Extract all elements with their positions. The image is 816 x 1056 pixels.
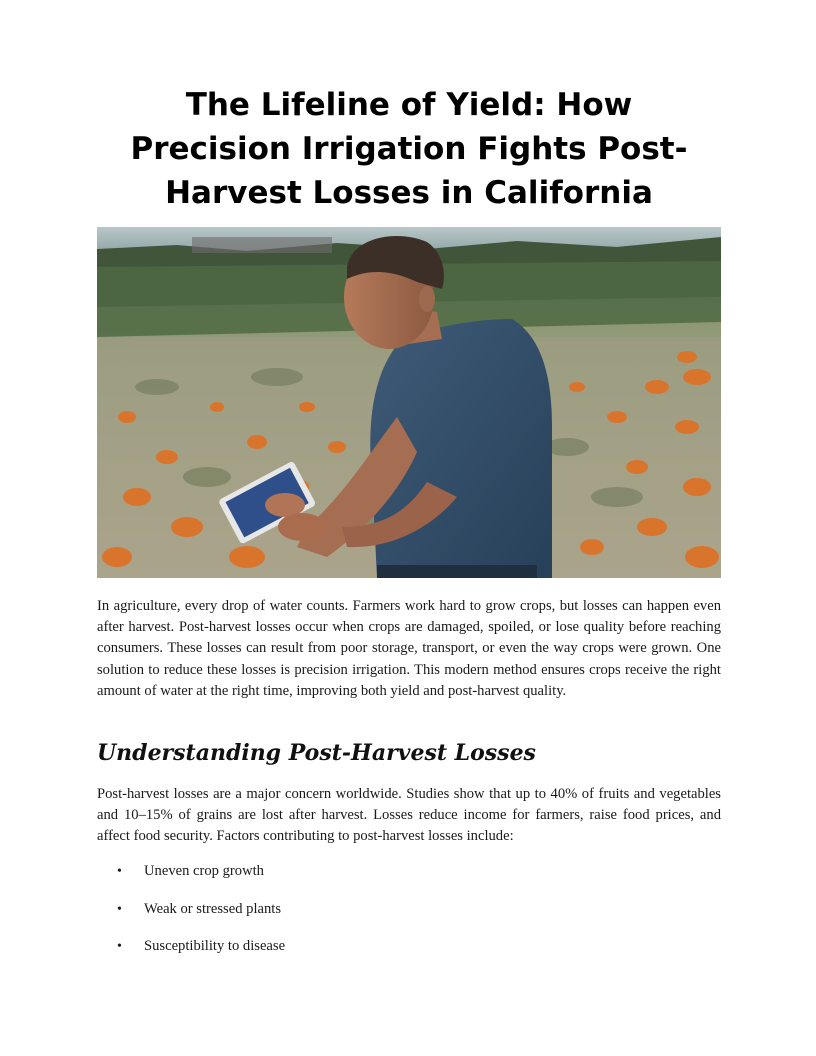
list-item-text: Weak or stressed plants [144,900,282,917]
list-item [97,936,721,974]
farmer-tablet-photo [97,227,721,578]
list-item-text: Uneven crop growth [144,863,264,879]
bullet-list [97,861,721,974]
list-item-text: Susceptibility to disease [144,938,286,954]
list-item [97,861,721,899]
intro-paragraph: In agriculture, every drop of water counts. Farmers work hard to grow crops, but losses can happen even after harvest. Post-harvest losses occur when crops are damaged, spoiled, or lose quality before reaching consumers. These losses can result from poor storage, transport, or even the way crops were grown. One solution to reduce these losses is precision irrigation. This modern method ensures crops receive the right amount of water at the right time, improving both yield and post-harvest quality. [97,598,721,699]
article-title: The Lifeline of Yield: How Precision Irrigation Fights Post-Harvest Losses in California [130,87,688,211]
document-page [97,0,721,954]
bullet-icon: • [117,864,122,879]
section-heading: Understanding Post-Harvest Losses [97,740,536,766]
list-item [97,899,721,937]
bullet-icon: • [117,939,122,954]
section-paragraph: Post-harvest losses are a major concern worldwide. Studies show that up to 40% of fruits and vegetables and 10–15% of grains are lost after harvest. Losses reduce income for farmers, raise food prices, and affect food security. Factors contributing to post-harvest losses include: [97,786,721,845]
hero-image [97,227,721,578]
bullet-icon: • [117,901,122,917]
